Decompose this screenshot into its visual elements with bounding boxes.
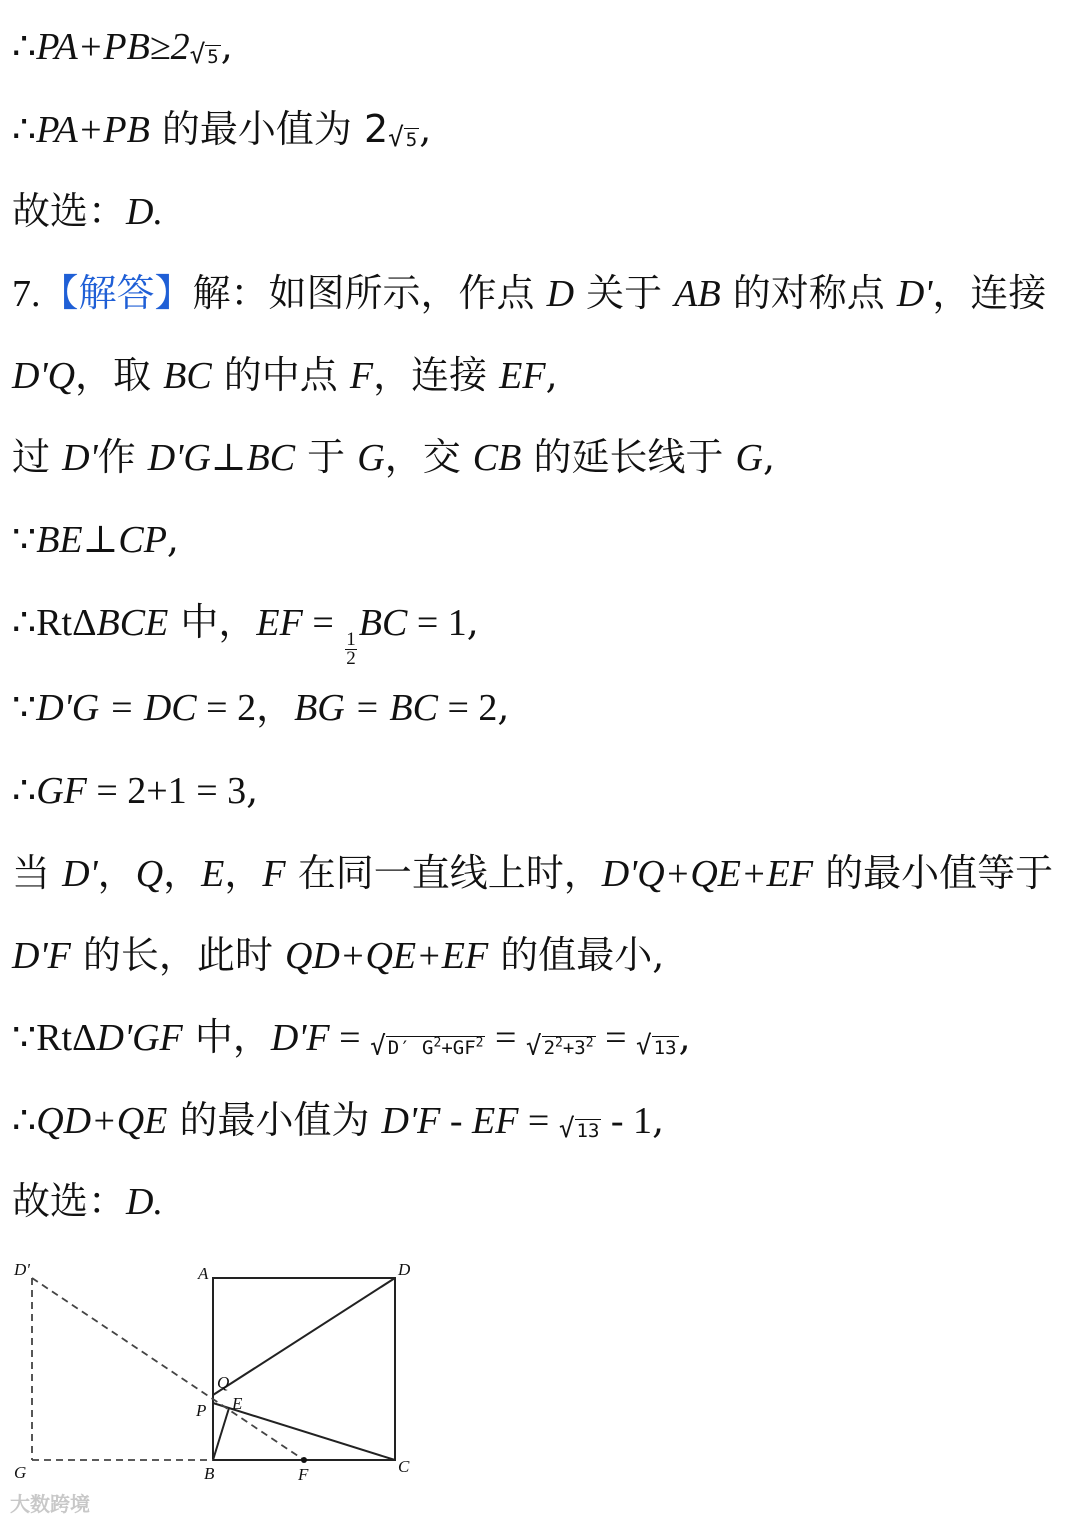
question-number: 7.: [12, 273, 41, 315]
watermark-logo: 大数跨境: [10, 1492, 90, 1516]
because-symbol: ∵: [12, 519, 37, 561]
therefore-symbol: ∴: [12, 109, 37, 151]
sqrt-expression: √ 13: [636, 1031, 677, 1061]
line-9: ∵D'G = DC = 2，BG = BC = 2,: [12, 685, 510, 729]
label-a: A: [198, 1264, 209, 1283]
label-c: C: [398, 1457, 410, 1476]
line-12: D'F 的长，此时 QD+QE+EF 的值最小,: [12, 933, 665, 977]
segment-d1f: [32, 1278, 304, 1460]
label-d-prime: D': [14, 1260, 30, 1279]
label-g: G: [14, 1463, 27, 1482]
line-4: 7.【解答】解：如图所示，作点 D 关于 AB 的对称点 D'，连接: [12, 271, 1047, 315]
text-run: 的最小值为 2: [149, 107, 389, 151]
sqrt-expression: √ $2^2+3^2$: [525, 1031, 594, 1061]
answer-value: D.: [126, 191, 163, 233]
fraction-half: $\frac{1}{2}$: [346, 629, 356, 669]
math-expression: PA+PB≥2: [36, 26, 190, 68]
label-e: E: [232, 1394, 243, 1413]
label-p: P: [196, 1401, 207, 1420]
segment-dq: [213, 1278, 395, 1395]
label-b: B: [204, 1464, 215, 1483]
sqrt-expression: √ 5: [388, 123, 418, 153]
sqrt-expression: √ 5: [189, 40, 219, 70]
answer-label: 故选：: [12, 189, 127, 233]
line-6: 过 D'作 D'G⊥BC 于 G，交 CB 的延长线于 G,: [12, 435, 776, 479]
square-abcd: [213, 1278, 395, 1460]
line-14: ∴QD+QE 的最小值为 D'F - EF = √ 13 - 1,: [12, 1094, 1068, 1157]
line-8: ∴RtΔBCE 中，EF = $\frac{1}{2}$ BC = 1,: [12, 600, 479, 669]
therefore-symbol: ∴: [12, 26, 37, 68]
line-11: 当 D'，Q，E，F 在同一直线上时，D'Q+QE+EF 的最小值等于: [12, 851, 1054, 895]
sqrt-expression: √ 13: [558, 1114, 600, 1144]
line-13: ∵RtΔD'GF 中，D'F = √ D′ $G^2+GF^2$ = √ $2^2+3^2$ = √ 13,: [12, 1011, 1068, 1074]
point-f: [301, 1457, 307, 1463]
line-5: D'Q，取 BC 的中点 F，连接 EF,: [12, 353, 558, 397]
line-3: [12, 185, 1068, 238]
solution-tag: 【解答】: [40, 271, 193, 315]
label-f: F: [298, 1465, 309, 1484]
sqrt-expression: √ D′ $G^2+GF^2$: [370, 1031, 484, 1061]
line-15: 故选：D.: [12, 1179, 163, 1223]
label-q: Q: [217, 1373, 230, 1392]
line-1: ∴PA+PB≥2√ 5,: [12, 20, 1068, 83]
line-7: ∵BE⊥CP,: [12, 517, 179, 561]
math-expression: PA+PB: [36, 109, 150, 151]
segment-be: [213, 1408, 229, 1460]
line-10: ∴GF = 2+1 = 3,: [12, 768, 259, 812]
label-d: D: [398, 1260, 411, 1279]
line-2: ∴PA+PB 的最小值为 2√ 5,: [12, 103, 1068, 166]
geometry-figure: [0, 1250, 460, 1490]
